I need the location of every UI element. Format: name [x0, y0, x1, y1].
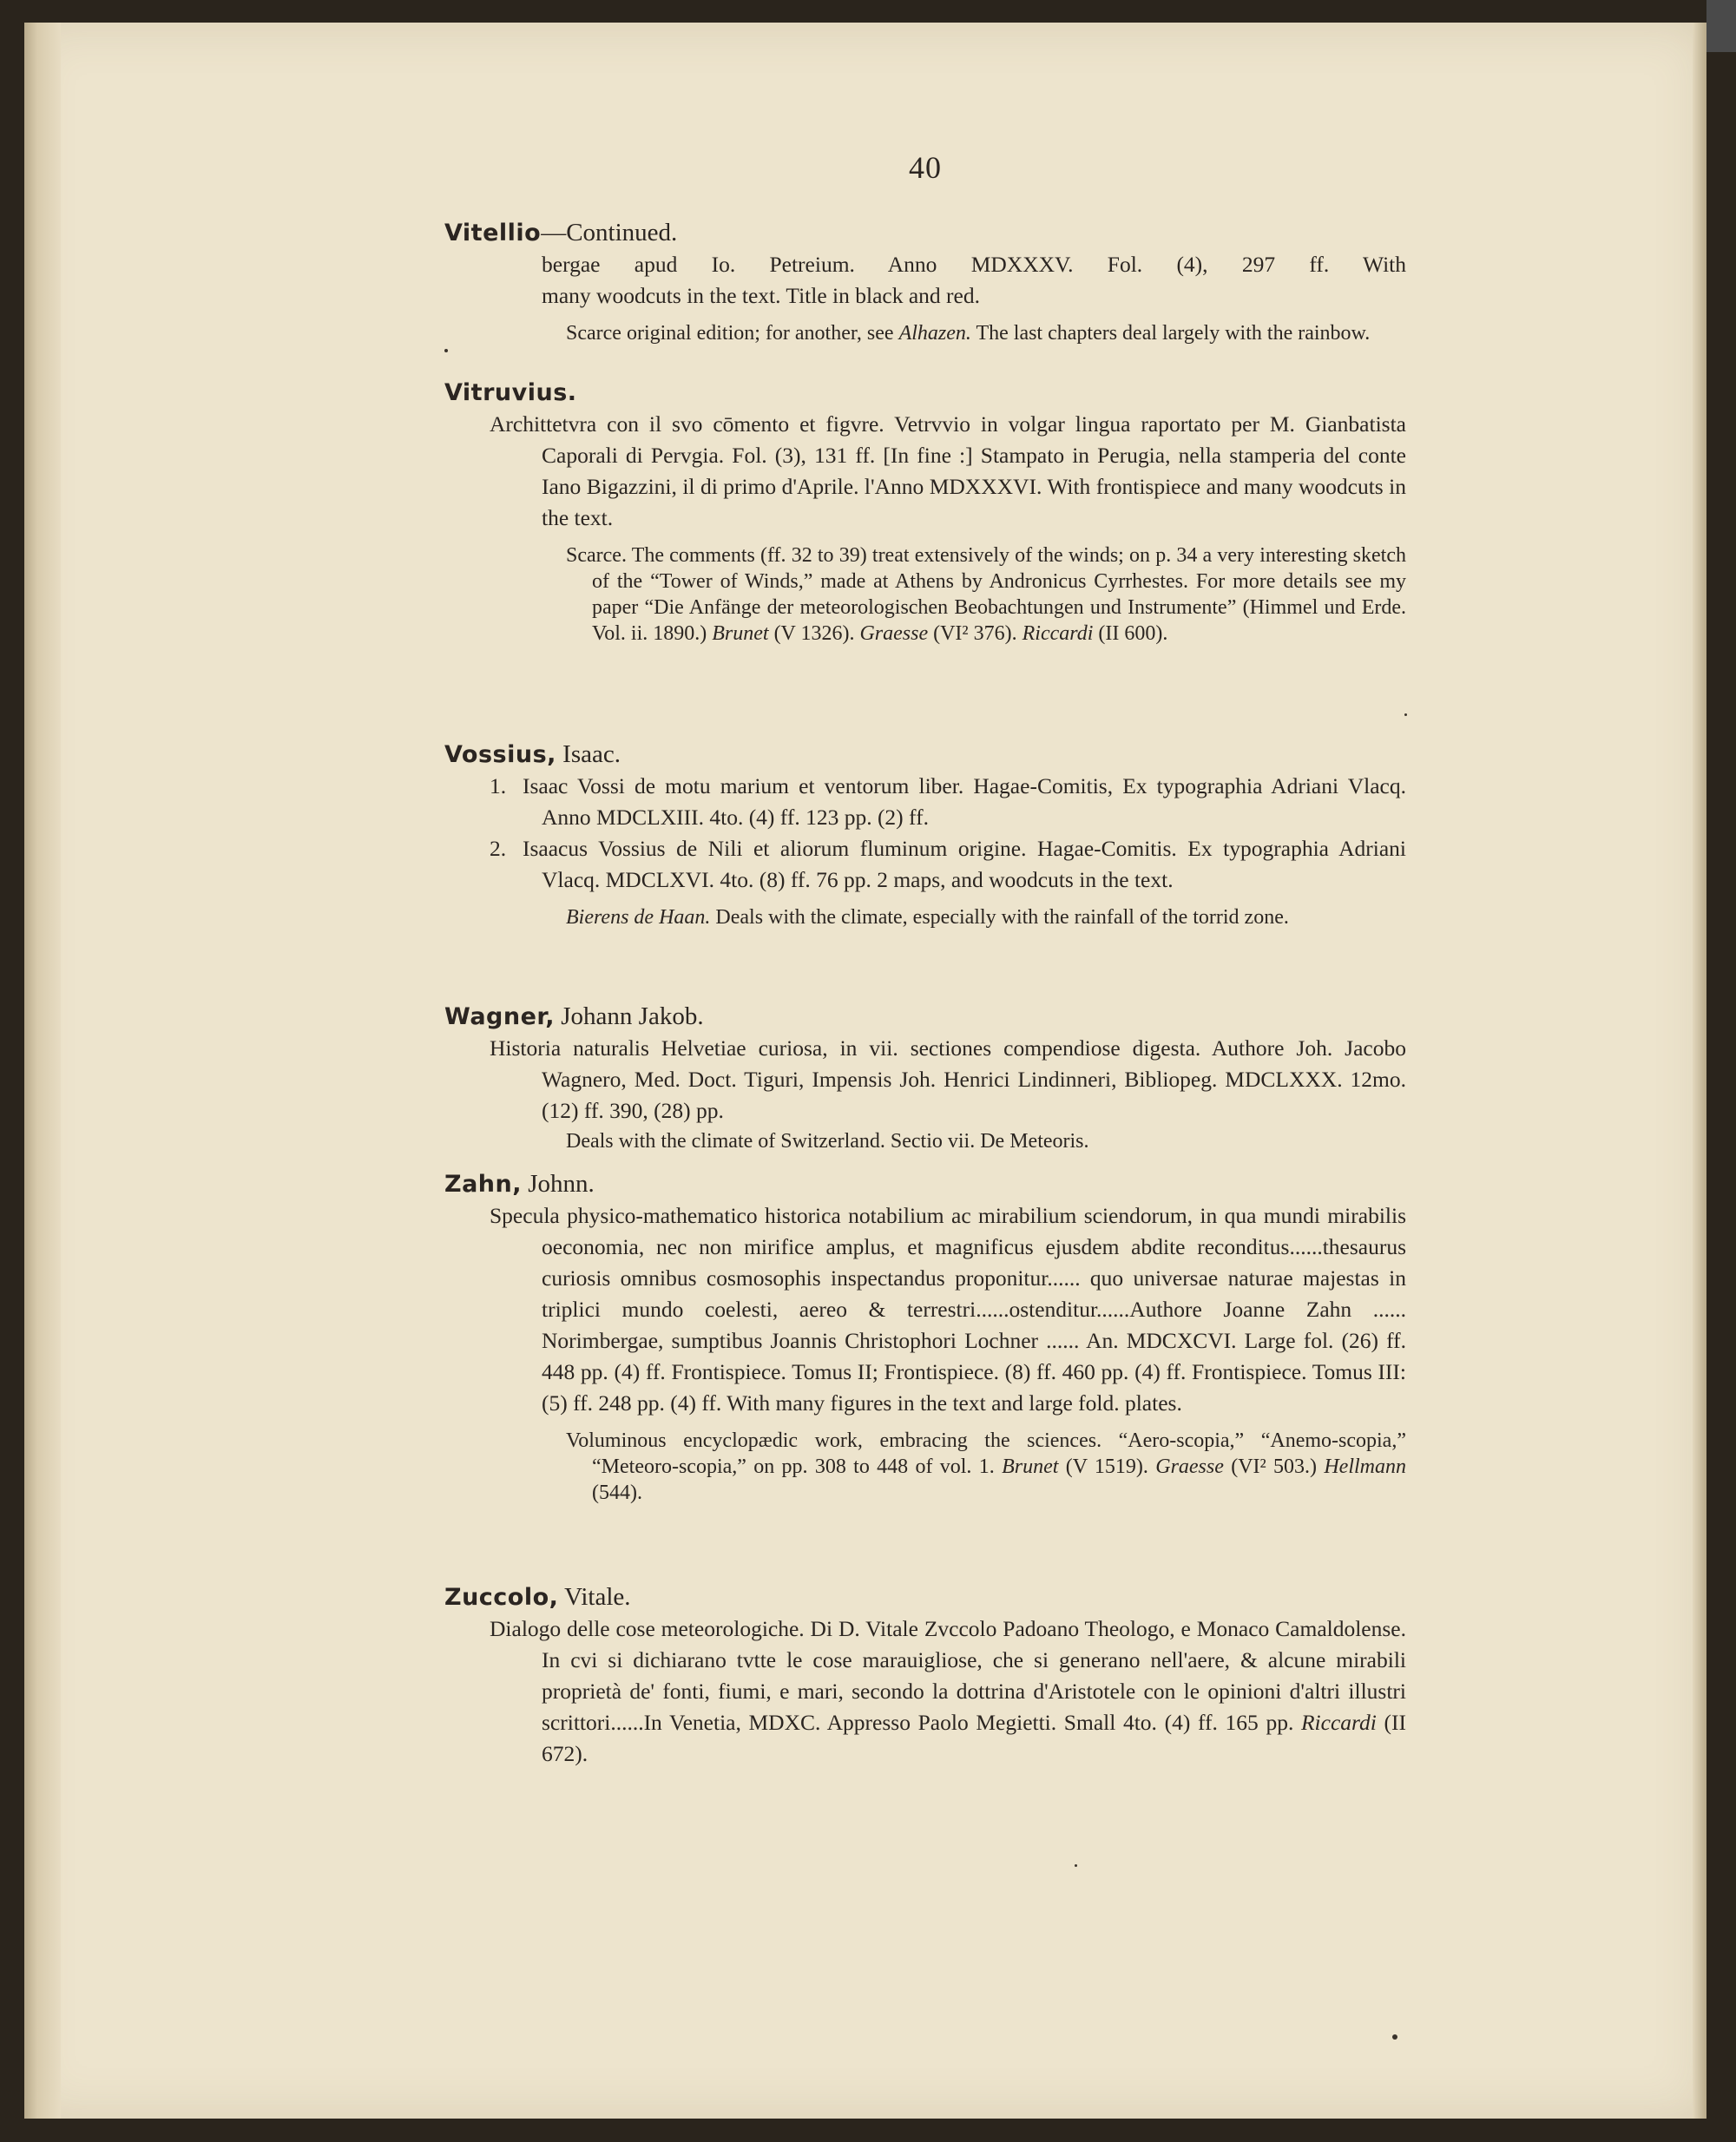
- entry-name: Vitruvius.: [444, 379, 577, 406]
- reference-name: Brunet: [712, 622, 769, 645]
- body-line: bergae apud Io. Petreium. Anno MDXXXV. Fol. (4), 297 ff. With: [542, 252, 1406, 277]
- page-number: 40: [909, 150, 942, 185]
- entry-body: Specula physico-mathematico historica notabilium ac mirabilium sciendorum, in qua mundi mirabilis oeconomia, nec non mirifice amplus, et magnificus ejusdem abdite reconditus......thesaurus curiosis omnibus cosmosophis inspectandus proponitur...... quo universae naturae majestas in triplici mundo coelesti, aereo & terrestri......ostenditur......Authore Joanne Zahn ...... Norimbergae, sumptibus Joannis Christophori Lochner ...... An. MDCXCVI. Large fol. (26) ff. 448 pp. (4) ff. Frontispiece. Tomus II; Frontispiece. (8) ff. 460 pp. (4) ff. Frontispiece. Tomus III: (5) ff. 248 pp. (4) ff. With many figures in the text and large fold. plates.: [490, 1203, 1406, 1416]
- paper-speck: [1404, 713, 1407, 716]
- entry-heading: [444, 1001, 1406, 1033]
- reference-name: Graesse: [1155, 1455, 1224, 1478]
- entry-name: Vossius,: [444, 741, 556, 768]
- entry-body: [542, 249, 1406, 312]
- entry-note: [566, 1428, 1406, 1506]
- item-number: 2.: [490, 836, 507, 861]
- entry-note: Deals with the climate of Switzerland. Sectio vii. De Meteoris.: [566, 1130, 1089, 1153]
- reference-value: (V 1326).: [768, 622, 860, 645]
- paper-speck: [444, 349, 448, 352]
- item-number: 1.: [490, 773, 507, 798]
- item-text: Isaac Vossi de motu marium et ventorum liber. Hagae-Comitis, Ex typographia Adriani Vlacq. Anno MDCLXIII. 4to. (4) ff. 123 pp. (2) ff.: [523, 773, 1406, 830]
- entry-vitruvius: [444, 377, 1406, 647]
- entry-note: [566, 542, 1406, 647]
- entry-given-name: Isaac.: [556, 740, 621, 768]
- entry-heading: [444, 217, 1406, 249]
- entry-given-name: Vitale.: [558, 1583, 631, 1611]
- entry-name: Vitellio: [444, 220, 542, 246]
- note-reference: Bierens de Haan.: [566, 906, 711, 929]
- entry-name: Wagner,: [444, 1003, 556, 1030]
- reference-name: Hellmann: [1324, 1455, 1406, 1478]
- entry-body: Historia naturalis Helvetiae curiosa, in vii. sectiones compendiose digesta. Authore Joh. Jacobo Wagnero, Med. Doct. Tiguri, Impensis Joh. Henrici Lindinneri, Bibliopeg. MDCLXXX. 12mo. (12) ff. 390, (28) pp.: [490, 1035, 1406, 1123]
- entry-note: [566, 320, 1406, 346]
- reference-value: (VI² 503.): [1223, 1455, 1325, 1478]
- entry-suffix: —Continued.: [541, 219, 678, 246]
- entry-heading: [444, 739, 1406, 771]
- note-text: Deals with the climate, especially with the rainfall of the torrid zone.: [710, 906, 1289, 929]
- entry-given-name: Johnn.: [522, 1170, 595, 1198]
- paper-speck: [1075, 1864, 1077, 1867]
- entry-item: [490, 771, 1406, 833]
- reference-name: Graesse: [859, 622, 929, 645]
- paper-speck: [1392, 2034, 1397, 2040]
- item-text: Isaacus Vossius de Nili et aliorum fluminum origine. Hagae-Comitis. Ex typographia Adriani Vlacq. MDCLXVI. 4to. (8) ff. 76 pp. 2 maps, and woodcuts in the text.: [523, 836, 1406, 892]
- entry-vitellio: [444, 217, 1406, 346]
- entry-note: [566, 904, 1406, 930]
- reference-value: (V 1519).: [1058, 1455, 1156, 1478]
- scan-corner: [1706, 0, 1736, 52]
- entry-wagner: [444, 1001, 1406, 1154]
- reference-name: Riccardi: [1022, 622, 1094, 645]
- body-line: many woodcuts in the text. Title in black and red.: [542, 283, 980, 308]
- reference-name: Brunet: [1002, 1455, 1059, 1478]
- page-gutter: [24, 23, 61, 2119]
- entry-vossius: [444, 739, 1406, 930]
- body-text: Dialogo delle cose meteorologiche. Di D. Vitale Zvccolo Padoano Theologo, e Monaco Camaldolense. In cvi si dichiarano tvtte le cose marauigliose, che si generano nell'aere, & alcune mirabili proprietà de' fonti, fiumi, e mari, secondo la dottrina d'Aristotele con le opinioni d'altri illustri scrittori......In Venetia, MDXC. Appresso Paolo Megietti. Small 4to. (4) ff. 165 pp.: [490, 1616, 1406, 1735]
- entry-given-name: Johann Jakob.: [555, 1002, 704, 1030]
- reference-name: Riccardi: [1300, 1710, 1377, 1735]
- entry-body: Archittetvra con il svo cōmento et figvre. Vetrvvio in volgar lingua raportato per M. Gianbatista Caporali di Pervgia. Fol. (3), 131 ff. [In fine :] Stampato in Perugia, nella stamperia del conte Iano Bigazzini, il di primo d'Aprile. l'Anno MDXXXVI. With frontispiece and many woodcuts in the text.: [490, 411, 1406, 530]
- reference-value: (II 672).: [542, 1710, 1406, 1766]
- reference-value: (544).: [592, 1482, 642, 1504]
- entry-body: [490, 1613, 1406, 1770]
- entry-zuccolo: [444, 1581, 1406, 1770]
- note-text: Scarce. The comments (ff. 32 to 39) treat extensively of the winds; on p. 34 a very interesting sketch of the “Tower of Winds,” made at Athens by Andronicus Cyrrhestes. For more details see my paper “Die Anfänge der meteorologischen Beobachtungen und Instrumente” (Himmel und Erde. Vol. ii. 1890.): [566, 544, 1406, 645]
- reference-value: (II 600).: [1093, 622, 1168, 645]
- entry-heading: [444, 1581, 1406, 1613]
- note-text: Voluminous encyclopædic work, embracing the sciences. “Aero-scopia,” “Anemo-scopia,” “Meteoro-scopia,” on pp. 308 to 448 of vol. 1.: [566, 1429, 1406, 1478]
- page-edge: [1693, 23, 1706, 2119]
- note-text: The last chapters deal largely with the rainbow.: [970, 322, 1371, 345]
- entry-name: Zuccolo,: [444, 1584, 559, 1611]
- entry-heading: [444, 377, 1406, 409]
- entry-heading: [444, 1168, 1406, 1200]
- entry-zahn: [444, 1168, 1406, 1506]
- reference-value: (VI² 376).: [928, 622, 1023, 645]
- entry-name: Zahn,: [444, 1171, 522, 1198]
- note-reference: Alhazen.: [898, 322, 971, 345]
- entry-item: [490, 833, 1406, 896]
- note-text: Scarce original edition; for another, see: [566, 322, 899, 345]
